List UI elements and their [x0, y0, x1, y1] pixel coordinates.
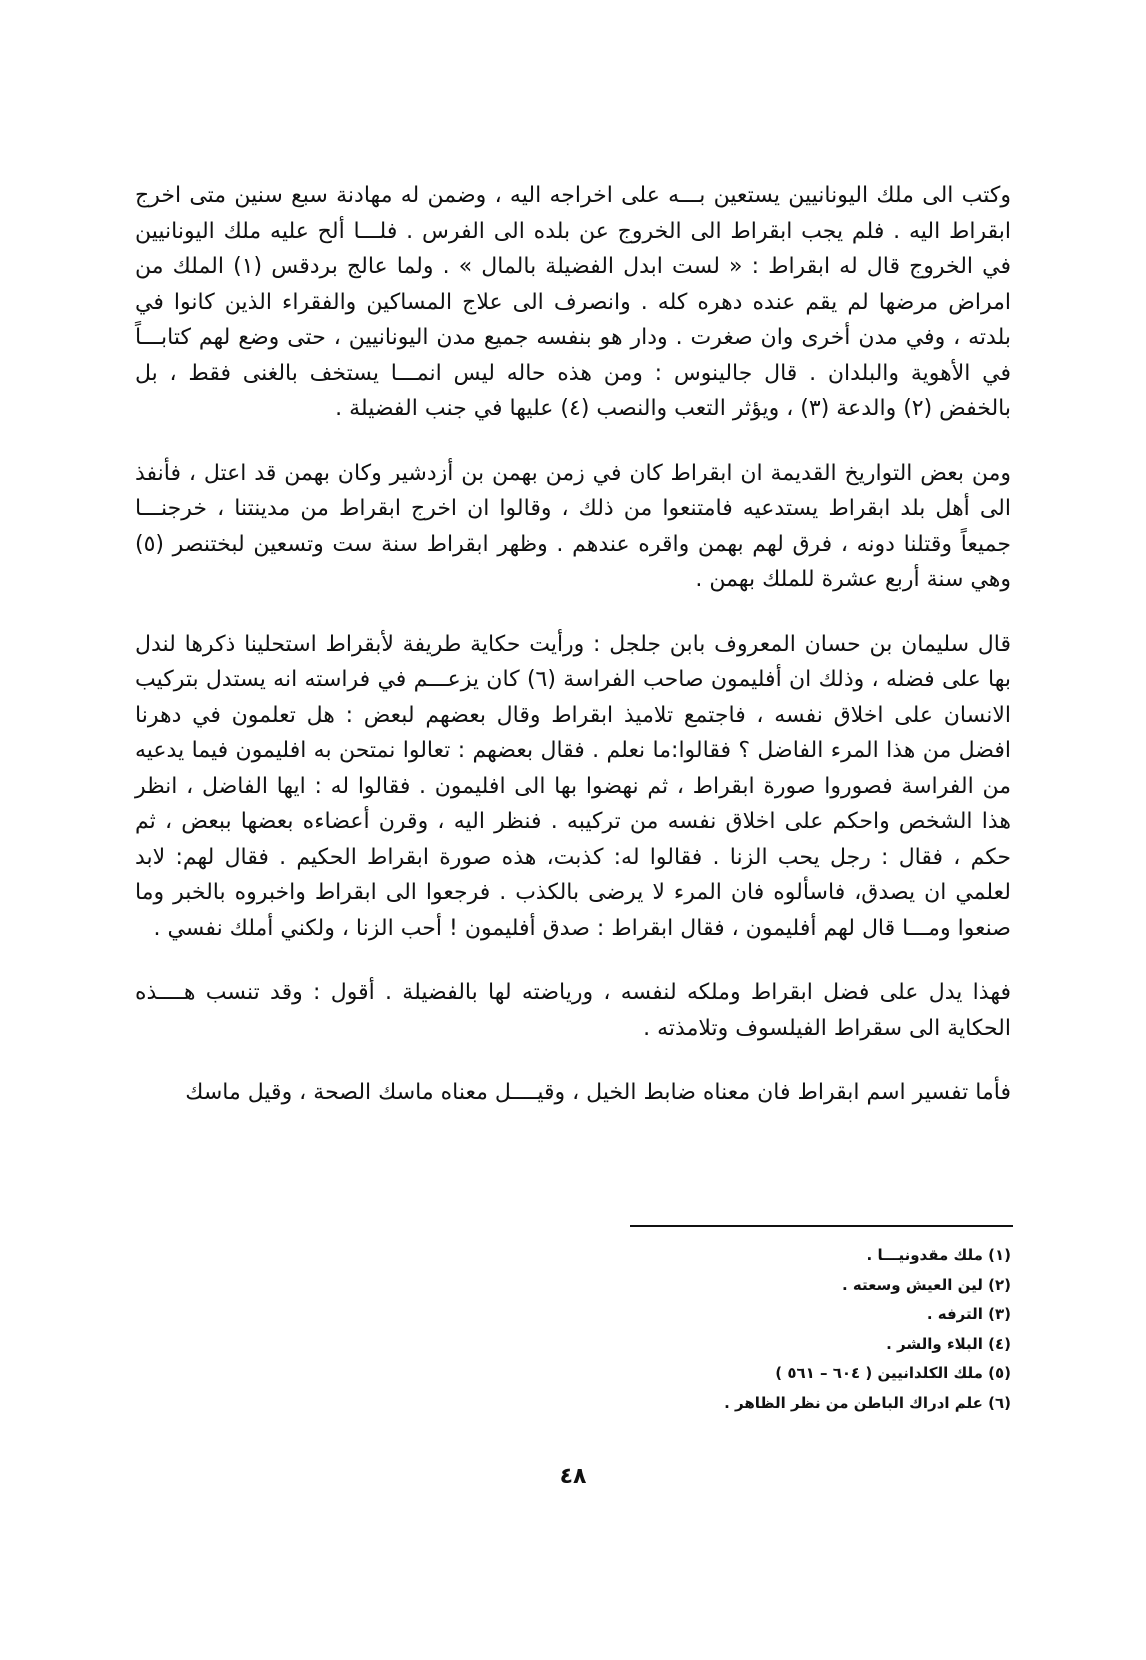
paragraph-3: قال سليمان بن حسان المعروف بابن جلجل : ورأيت حكاية طريفة لأبقراط استحلينا ذكرها لندل بها على فضله ، وذلك ان أفليمون صاحب الفراسة (٦) كان يزعـــم في فراسته انه يستدل بتركيب الانسان على اخلاق نفسه ، فاجتمع تلاميذ ابقراط وقال بعضهم لبعض : هل تعلمون في دهرنا افضل من هذا المرء الفاضل ؟ فقالوا:ما نعلم . فقال بعضهم : تعالوا نمتحن به افليمون فيما يدعيه من الفراسة فصوروا صورة ابقراط ، ثم نهضوا بها الى افليمون . فقالوا له : ايها الفاضل ، انظر هذا الشخص واحكم على اخلاق نفسه من تركيبه . فنظر اليه ، وقرن أعضاءه بعضها ببعض ، ثم حكم ، فقال : رجل يحب الزنا . فقالوا له: كذبت، هذه صورة ابقراط الحكيم . فقال لهم: لابد لعلمي ان يصدق، فاسألوه فان المرء لا يرضى بالكذب . فرجعوا الى ابقراط واخبروه بالخبر وما صنعوا ومـــا قال لهم أفليمون ، فقال ابقراط : صدق أفليمون ! أحب الزنا ، ولكني أملك نفسي .	[135, 631, 1011, 941]
footnote-1: (١) ملك مقدونيـــا .	[866, 1246, 1011, 1264]
paragraph-5: فأما تفسير اسم ابقراط فان معناه ضابط الخيل ، وقيــــل معناه ماسك الصحة ، وقيل ماسك	[185, 1080, 1011, 1105]
paragraph-4: فهذا يدل على فضل ابقراط وملكه لنفسه ، ورياضته لها بالفضيلة . أقول : وقد تنسب هــــذه الحكاية الى سقراط الفيلسوف وتلامذته .	[135, 980, 1011, 1041]
footnote-6: (٦) علم ادراك الباطن من نظر الظاهر .	[724, 1393, 1011, 1412]
paragraph-1: وكتب الى ملك اليونانيين يستعين بـــه على اخراجه اليه ، وضمن له مهادنة سبع سنين متى اخرج ابقراط اليه . فلم يجب ابقراط الى الخروج عن بلده الى الفرس . فلـــا ألح عليه ملك اليونانيين في الخروج قال له ابقراط : « لست ابدل الفضيلة بالمال » . ولما عالج بردقس (١) الملك من امراض مرضها لم يقم عنده دهره كله . وانصرف الى علاج المساكين والفقراء الذين كانوا في بلدته ، وفي مدن أخرى وان صغرت . ودار هو بنفسه جميع مدن اليونانيين ، حتى وضع لهم كتابـــاً في الأهوية والبلدان . قال جالينوس : ومن هذه حاله ليس انمـــا يستخف بالغنى فقط ، بل بالخفض (٢) والدعة (٣) ، ويؤثر التعب والنصب (٤) عليها في جنب الفضيلة .	[135, 183, 1012, 421]
footnote-2: (٢) لين العيش وسعته .	[841, 1275, 1011, 1294]
footnote-divider	[630, 1225, 1013, 1227]
footnote-5: (٥) ملك الكلدانيين ( ٦٠٤ – ٥٦١ )	[775, 1364, 1011, 1382]
footnotes-list	[640, 1241, 1011, 1418]
footnote-4: (٤) البلاء والشر .	[886, 1334, 1011, 1353]
page-number: ٤٨	[559, 1464, 587, 1489]
footnote-3: (٣) الترفه .	[926, 1305, 1011, 1323]
paragraph-2: ومن بعض التواريخ القديمة ان ابقراط كان في زمن بهمن بن أزدشير وكان بهمن قد اعتل ، فأنفذ الى أهل بلد ابقراط يستدعيه فامتنعوا من ذلك ، وقالوا ان اخرج ابقراط من مدينتنا ، خرجنـــا جميعاً وقتلنا دونه ، فرق لهم بهمن واقره عندهم . وظهر ابقراط سنة ست وتسعين لبختنصر (٥) وهي سنة أربع عشرة للملك بهمن .	[135, 460, 1011, 592]
